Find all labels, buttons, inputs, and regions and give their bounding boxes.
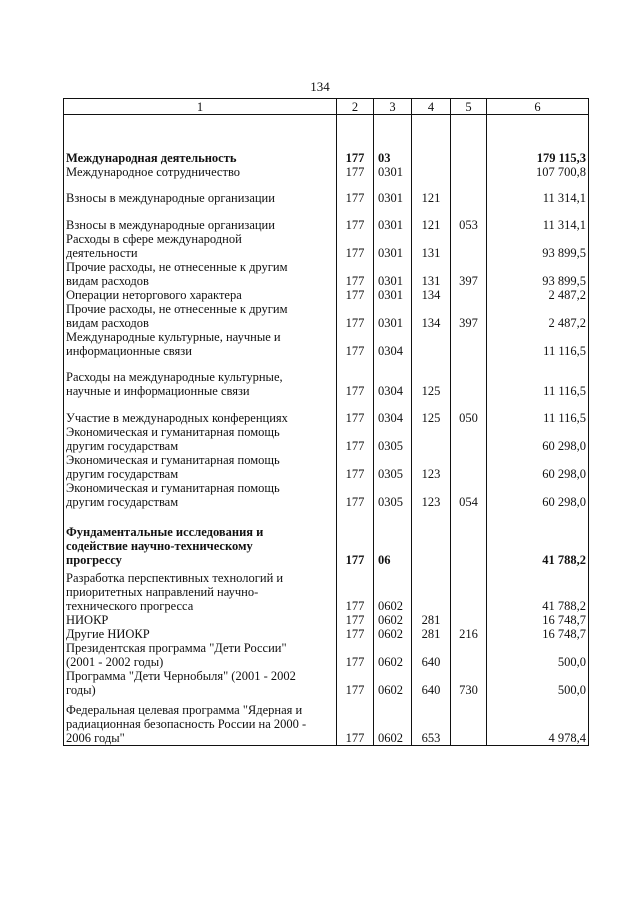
row-section-code: 0301 xyxy=(374,165,412,179)
row-ministry-code: 177 xyxy=(337,288,374,302)
row-expense-code: 054 xyxy=(451,481,487,509)
row-expense-code xyxy=(451,641,487,669)
row-description: Президентская программа "Дети России" (2001 - 2002 годы) xyxy=(64,641,337,669)
row-section-code: 0304 xyxy=(374,398,412,425)
column-header-1: 1 xyxy=(64,99,337,115)
table-row xyxy=(64,627,589,641)
row-target-code xyxy=(412,509,451,567)
row-target-code: 134 xyxy=(412,302,451,330)
row-description: Экономическая и гуманитарная помощь другим государствам xyxy=(64,481,337,509)
table-row xyxy=(64,453,589,481)
row-expense-code xyxy=(451,697,487,746)
row-expense-code xyxy=(451,567,487,613)
row-section-code: 0602 xyxy=(374,613,412,627)
row-target-code: 123 xyxy=(412,481,451,509)
table-row xyxy=(64,330,589,358)
row-section-code: 0602 xyxy=(374,669,412,697)
row-ministry-code: 177 xyxy=(337,453,374,481)
row-target-code: 640 xyxy=(412,641,451,669)
budget-table xyxy=(63,98,589,746)
table-row xyxy=(64,567,589,613)
table-row xyxy=(64,398,589,425)
table-row xyxy=(64,425,589,453)
column-header-2: 2 xyxy=(337,99,374,115)
row-ministry-code: 177 xyxy=(337,330,374,358)
row-target-code xyxy=(412,567,451,613)
row-description: Другие НИОКР xyxy=(64,627,337,641)
row-target-code: 121 xyxy=(412,179,451,205)
table-row xyxy=(64,613,589,627)
table-row xyxy=(64,115,589,166)
row-expense-code xyxy=(451,165,487,179)
row-target-code: 281 xyxy=(412,627,451,641)
row-ministry-code: 177 xyxy=(337,641,374,669)
row-section-code: 0602 xyxy=(374,567,412,613)
row-amount: 11 116,5 xyxy=(487,398,589,425)
table-header xyxy=(64,99,589,115)
row-description: Участие в международных конференциях xyxy=(64,398,337,425)
table-row xyxy=(64,205,589,232)
column-header-5: 5 xyxy=(451,99,487,115)
row-amount: 93 899,5 xyxy=(487,260,589,288)
column-header-6: 6 xyxy=(487,99,589,115)
table-row xyxy=(64,669,589,697)
row-section-code: 0305 xyxy=(374,453,412,481)
table-row xyxy=(64,358,589,398)
row-description: Фундаментальные исследования и содействие научно-техническому прогрессу xyxy=(64,509,337,567)
row-target-code: 121 xyxy=(412,205,451,232)
row-ministry-code: 177 xyxy=(337,509,374,567)
row-target-code: 134 xyxy=(412,288,451,302)
row-section-code: 0301 xyxy=(374,232,412,260)
row-ministry-code: 177 xyxy=(337,232,374,260)
table-row xyxy=(64,641,589,669)
row-section-code: 06 xyxy=(374,509,412,567)
row-amount: 16 748,7 xyxy=(487,613,589,627)
row-expense-code: 053 xyxy=(451,205,487,232)
row-section-code: 0301 xyxy=(374,302,412,330)
row-expense-code: 216 xyxy=(451,627,487,641)
row-amount: 2 487,2 xyxy=(487,302,589,330)
row-target-code: 123 xyxy=(412,453,451,481)
row-ministry-code: 177 xyxy=(337,205,374,232)
row-section-code: 0301 xyxy=(374,205,412,232)
row-description: Международная деятельность xyxy=(64,115,337,166)
table-row xyxy=(64,260,589,288)
row-ministry-code: 177 xyxy=(337,627,374,641)
row-ministry-code: 177 xyxy=(337,179,374,205)
row-expense-code: 050 xyxy=(451,398,487,425)
table-row xyxy=(64,509,589,567)
table-row xyxy=(64,179,589,205)
row-expense-code xyxy=(451,509,487,567)
row-amount: 11 314,1 xyxy=(487,179,589,205)
row-description: Экономическая и гуманитарная помощь другим государствам xyxy=(64,453,337,481)
row-amount: 60 298,0 xyxy=(487,453,589,481)
row-ministry-code: 177 xyxy=(337,481,374,509)
row-section-code: 0304 xyxy=(374,358,412,398)
row-description: Федеральная целевая программа "Ядерная и радиационная безопасность России на 2000 - 2006 годы" xyxy=(64,697,337,746)
row-target-code: 131 xyxy=(412,232,451,260)
row-ministry-code: 177 xyxy=(337,165,374,179)
row-section-code: 0301 xyxy=(374,260,412,288)
row-section-code: 0602 xyxy=(374,627,412,641)
row-ministry-code: 177 xyxy=(337,567,374,613)
row-section-code: 0602 xyxy=(374,697,412,746)
row-target-code xyxy=(412,330,451,358)
row-expense-code xyxy=(451,330,487,358)
row-expense-code: 397 xyxy=(451,302,487,330)
table-row xyxy=(64,481,589,509)
row-description: Международное сотрудничество xyxy=(64,165,337,179)
row-amount: 93 899,5 xyxy=(487,232,589,260)
table-body xyxy=(64,115,589,746)
row-expense-code: 397 xyxy=(451,260,487,288)
row-amount: 11 116,5 xyxy=(487,358,589,398)
table-row xyxy=(64,288,589,302)
row-description: Разработка перспективных технологий и приоритетных направлений научно- технического прогресса xyxy=(64,567,337,613)
row-target-code: 281 xyxy=(412,613,451,627)
row-ministry-code: 177 xyxy=(337,260,374,288)
row-description: НИОКР xyxy=(64,613,337,627)
row-section-code: 0602 xyxy=(374,641,412,669)
table-row xyxy=(64,697,589,746)
row-ministry-code: 177 xyxy=(337,697,374,746)
row-section-code: 0305 xyxy=(374,481,412,509)
table-row xyxy=(64,232,589,260)
row-amount: 2 487,2 xyxy=(487,288,589,302)
row-ministry-code: 177 xyxy=(337,358,374,398)
row-expense-code xyxy=(451,358,487,398)
row-description: Расходы в сфере международной деятельности xyxy=(64,232,337,260)
row-expense-code xyxy=(451,232,487,260)
row-expense-code xyxy=(451,288,487,302)
row-ministry-code: 177 xyxy=(337,425,374,453)
row-amount: 60 298,0 xyxy=(487,481,589,509)
row-ministry-code: 177 xyxy=(337,398,374,425)
row-expense-code xyxy=(451,453,487,481)
row-expense-code xyxy=(451,179,487,205)
row-ministry-code: 177 xyxy=(337,302,374,330)
row-section-code: 0305 xyxy=(374,425,412,453)
row-target-code xyxy=(412,165,451,179)
table-row xyxy=(64,302,589,330)
row-amount: 60 298,0 xyxy=(487,425,589,453)
row-description: Прочие расходы, не отнесенные к другим видам расходов xyxy=(64,302,337,330)
row-amount: 500,0 xyxy=(487,669,589,697)
row-description: Прочие расходы, не отнесенные к другим видам расходов xyxy=(64,260,337,288)
row-description: Взносы в международные организации xyxy=(64,205,337,232)
row-target-code xyxy=(412,115,451,166)
row-ministry-code: 177 xyxy=(337,669,374,697)
row-expense-code xyxy=(451,613,487,627)
row-amount: 4 978,4 xyxy=(487,697,589,746)
row-description: Программа "Дети Чернобыля" (2001 - 2002 годы) xyxy=(64,669,337,697)
row-section-code: 0301 xyxy=(374,288,412,302)
row-target-code: 125 xyxy=(412,398,451,425)
row-section-code: 0301 xyxy=(374,179,412,205)
row-description: Расходы на международные культурные, научные и информационные связи xyxy=(64,358,337,398)
row-expense-code: 730 xyxy=(451,669,487,697)
row-description: Операции неторгового характера xyxy=(64,288,337,302)
row-description: Экономическая и гуманитарная помощь другим государствам xyxy=(64,425,337,453)
row-amount: 11 116,5 xyxy=(487,330,589,358)
column-header-3: 3 xyxy=(374,99,412,115)
row-section-code: 0304 xyxy=(374,330,412,358)
row-amount: 500,0 xyxy=(487,641,589,669)
column-header-4: 4 xyxy=(412,99,451,115)
row-section-code: 03 xyxy=(374,115,412,166)
row-amount: 41 788,2 xyxy=(487,567,589,613)
row-target-code: 640 xyxy=(412,669,451,697)
row-description: Взносы в международные организации xyxy=(64,179,337,205)
row-expense-code xyxy=(451,115,487,166)
row-target-code: 131 xyxy=(412,260,451,288)
row-ministry-code: 177 xyxy=(337,115,374,166)
row-amount: 41 788,2 xyxy=(487,509,589,567)
row-expense-code xyxy=(451,425,487,453)
header-row xyxy=(64,99,589,115)
row-target-code xyxy=(412,425,451,453)
row-amount: 16 748,7 xyxy=(487,627,589,641)
row-target-code: 653 xyxy=(412,697,451,746)
row-amount: 11 314,1 xyxy=(487,205,589,232)
row-description: Международные культурные, научные и информационные связи xyxy=(64,330,337,358)
row-amount: 107 700,8 xyxy=(487,165,589,179)
row-ministry-code: 177 xyxy=(337,613,374,627)
row-amount: 179 115,3 xyxy=(487,115,589,166)
page-number: 134 xyxy=(310,79,330,94)
table-row xyxy=(64,165,589,179)
row-target-code: 125 xyxy=(412,358,451,398)
